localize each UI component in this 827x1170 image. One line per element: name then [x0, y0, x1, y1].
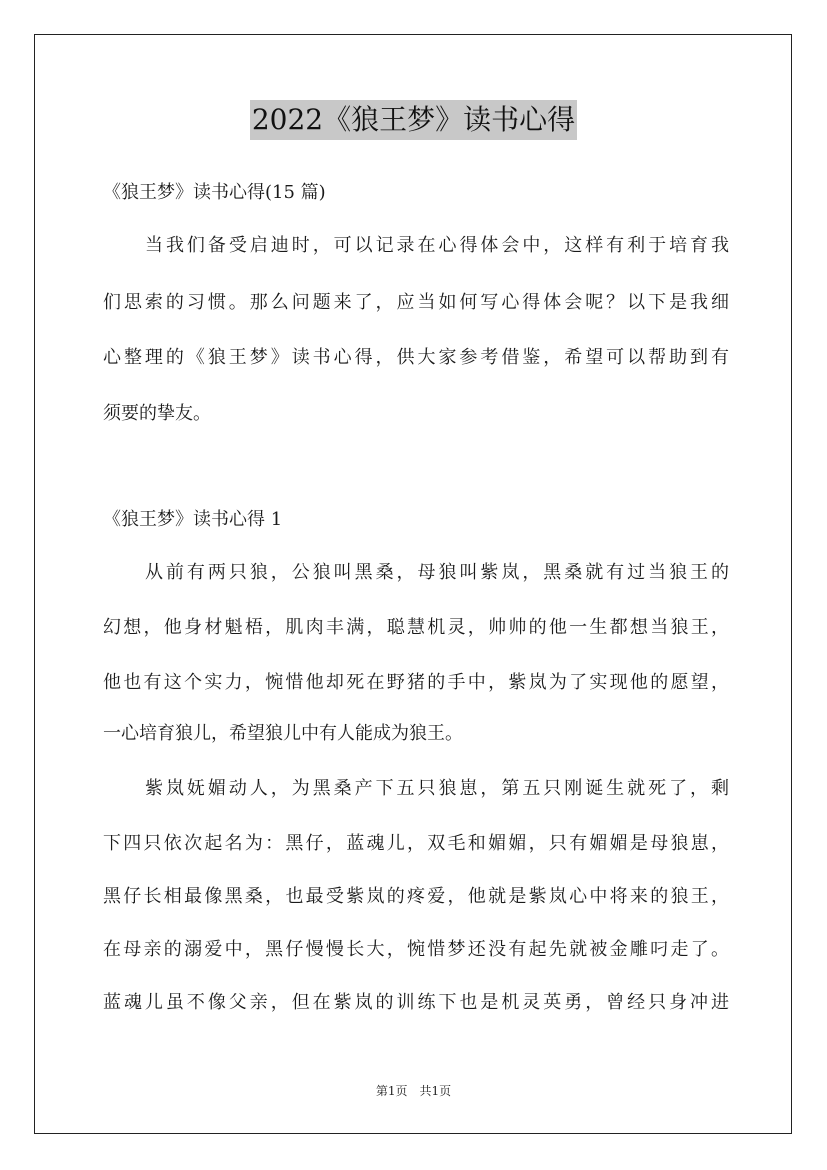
page-footer: 第1页 共1页 [375, 1084, 452, 1098]
para2-line-4: 在母亲的溺爱中，黑仔慢慢长大，惋惜梦还没有起先就被金雕叼走了。 [103, 939, 729, 960]
section-heading: 《狼王梦》读书心得 1 [103, 509, 283, 530]
para2-line-3: 黑仔长相最像黑桑，也最受紫岚的疼爱，他就是紫岚心中将来的狼王， [103, 886, 729, 907]
para1-line-1: 从前有两只狼，公狼叫黑桑，母狼叫紫岚，黑桑就有过当狼王的 [145, 562, 729, 583]
para2-line-1: 紫岚妩媚动人，为黑桑产下五只狼崽，第五只刚诞生就死了，剩 [145, 778, 729, 799]
intro-line-1: 当我们备受启迪时，可以记录在心得体会中，这样有利于培育我 [145, 235, 729, 256]
para1-line-2: 幻想，他身材魁梧，肌肉丰满，聪慧机灵，帅帅的他一生都想当狼王， [103, 617, 729, 638]
intro-line-3: 心整理的《狼王梦》读书心得，供大家参考借鉴，希望可以帮助到有 [103, 347, 729, 368]
title-container [0, 100, 827, 140]
para2-line-5: 蓝魂儿虽不像父亲，但在紫岚的训练下也是机灵英勇，曾经只身冲进 [103, 992, 729, 1013]
document-subtitle: 《狼王梦》读书心得(15 篇) [103, 182, 326, 203]
para1-line-3: 他也有这个实力，惋惜他却死在野猪的手中，紫岚为了实现他的愿望， [103, 672, 729, 693]
document-title: 2022《狼王梦》读书心得 [250, 100, 577, 140]
para2-line-2: 下四只依次起名为：黑仔，蓝魂儿，双毛和媚媚，只有媚媚是母狼崽， [103, 833, 729, 854]
intro-line-2: 们思索的习惯。那么问题来了，应当如何写心得体会呢？以下是我细 [103, 292, 729, 313]
intro-line-4: 须要的挚友。 [103, 403, 211, 424]
para1-line-4: 一心培育狼儿，希望狼儿中有人能成为狼王。 [103, 723, 463, 744]
